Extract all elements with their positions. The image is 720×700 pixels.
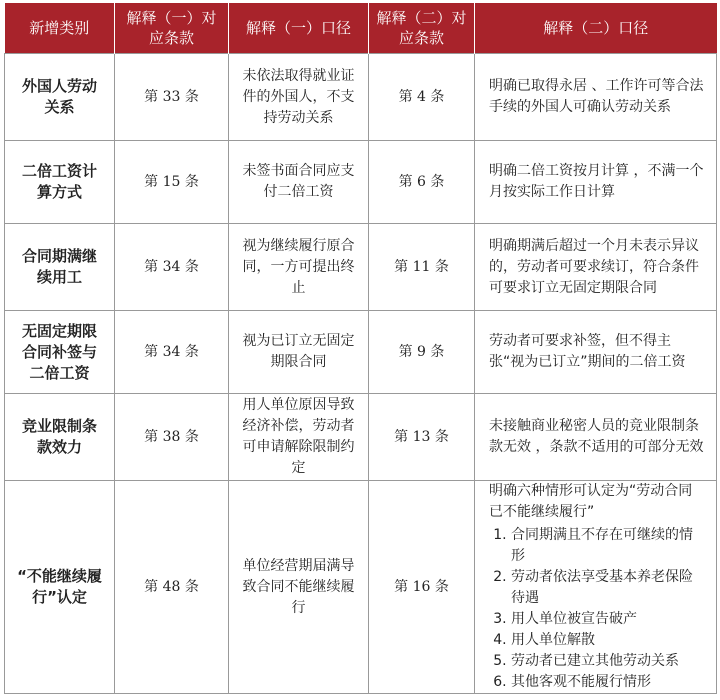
interp1-scope-cell: 视为已订立无固定期限合同 [229,311,369,394]
category-cell: 无固定期限合同补签与二倍工资 [5,311,115,394]
table-row [5,54,717,141]
table-row [5,311,717,394]
category-cell: 合同期满继续用工 [5,224,115,311]
interp2-scope-cell [475,481,717,694]
table-row [5,481,717,694]
header-interp2-scope: 解释（二）口径 [475,3,717,54]
header-interp1-scope: 解释（一）口径 [229,3,369,54]
interp2-article-cell: 第 9 条 [369,311,475,394]
interp2-scope-cell: 劳动者可要求补签，但不得主张“视为已订立”期间的二倍工资 [475,311,717,394]
list-item: 5. 劳动者已建立其他劳动关系 [511,651,706,672]
interp1-scope-cell: 用人单位原因导致经济补偿，劳动者可申请解除限制约定 [229,394,369,481]
list-item: 3. 用人单位被宣告破产 [511,609,706,630]
interp1-scope-cell: 视为继续履行原合同，一方可提出终止 [229,224,369,311]
category-cell: “不能继续履行”认定 [5,481,115,694]
interp1-article-cell: 第 33 条 [115,54,229,141]
interp2-article-cell: 第 6 条 [369,141,475,224]
table-row [5,394,717,481]
interp2-article-cell: 第 13 条 [369,394,475,481]
interp1-article-cell: 第 38 条 [115,394,229,481]
category-cell: 竞业限制条款效力 [5,394,115,481]
list-item: 1. 合同期满且不存在可继续的情形 [511,525,706,567]
header-category: 新增类别 [5,3,115,54]
interp1-scope-cell: 未依法取得就业证件的外国人，不支持劳动关系 [229,54,369,141]
header-interp1-article: 解释（一）对应条款 [115,3,229,54]
interp1-scope-cell: 单位经营期届满导致合同不能继续履行 [229,481,369,694]
scope-intro: 明确六种情形可认定为“劳动合同已不能继续履行” [489,483,693,520]
interp2-article-cell: 第 4 条 [369,54,475,141]
comparison-table [4,3,717,694]
table-row [5,224,717,311]
interp1-article-cell: 第 15 条 [115,141,229,224]
category-cell: 二倍工资计算方式 [5,141,115,224]
interp2-article-cell: 第 11 条 [369,224,475,311]
interp2-scope-cell: 未接触商业秘密人员的竞业限制条款无效 ，条款不适用的可部分无效 [475,394,717,481]
table-row [5,141,717,224]
category-cell: 外国人劳动关系 [5,54,115,141]
interp2-article-cell: 第 16 条 [369,481,475,694]
situation-list [489,525,706,693]
interp2-scope-cell: 明确已取得永居 、工作许可等合法手续的外国人可确认劳动关系 [475,54,717,141]
interp1-scope-cell: 未签书面合同应支付二倍工资 [229,141,369,224]
list-item: 2. 劳动者依法享受基本养老保险待遇 [511,567,706,609]
interp2-scope-cell: 明确期满后超过一个月未表示异议的，劳动者可要求续订，符合条件可要求订立无固定期限合同 [475,224,717,311]
list-item: 6. 其他客观不能履行情形 [511,672,706,693]
interp1-article-cell: 第 34 条 [115,224,229,311]
list-item: 4. 用人单位解散 [511,630,706,651]
table-header-row [5,3,717,54]
interp2-scope-cell: 明确二倍工资按月计算 ，不满一个月按实际工作日计算 [475,141,717,224]
header-interp2-article: 解释（二）对应条款 [369,3,475,54]
interp1-article-cell: 第 34 条 [115,311,229,394]
interp1-article-cell: 第 48 条 [115,481,229,694]
